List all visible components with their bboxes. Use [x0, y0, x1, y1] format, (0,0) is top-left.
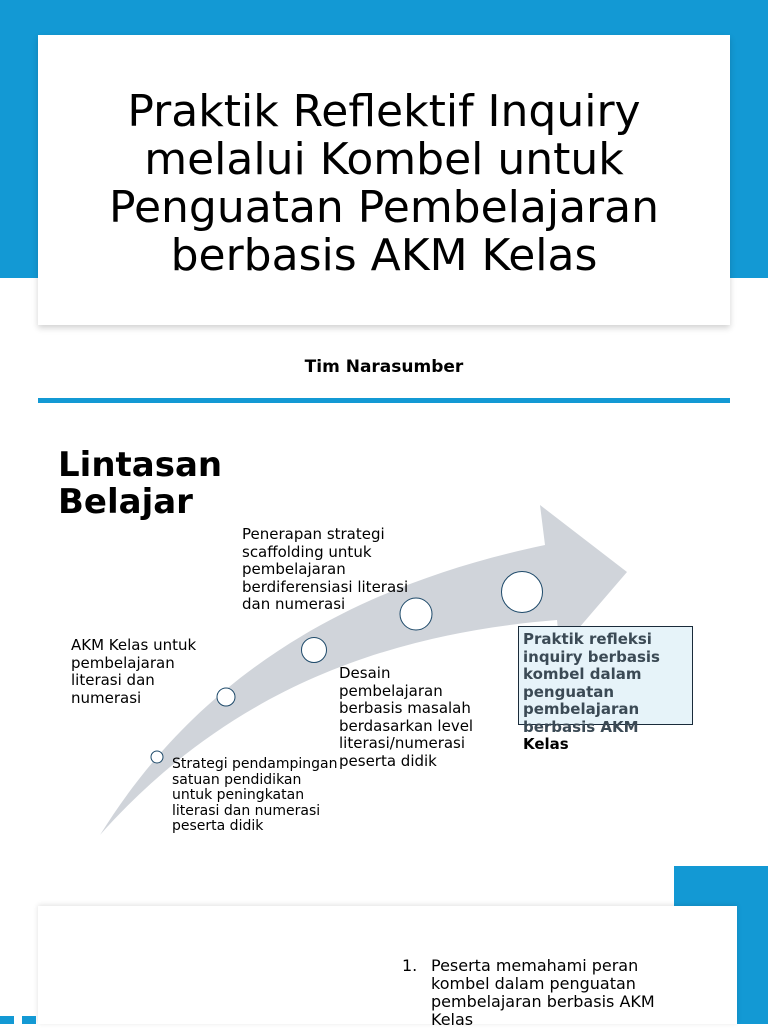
- slide-title: Praktik Reflektif Inquiry melalui Kombel untuk Penguatan Pembelajaran berbasis AKM Kelas: [109, 86, 659, 281]
- step-label-3: Desain pembelajaran berbasis masalah berdasarkan level literasi/numerasi peserta didik: [339, 664, 474, 770]
- step-label-5-main: Praktik refleksi inquiry berbasis kombel dalam penguatan pembelajaran berbasis AKM: [523, 630, 660, 736]
- list-item: Peserta memahami peran kombel dalam penguatan pembelajaran berbasis AKM Kelas: [431, 956, 655, 1029]
- accent-square: [22, 1016, 36, 1024]
- step-label-2: Strategi pendampingan satuan pendidikan untuk peningkatan literasi dan numerasi peserta didik: [172, 756, 338, 834]
- step-label-4: Penerapan strategi scaffolding untuk pembelajaran berdiferensiasi literasi dan numerasi: [242, 525, 409, 613]
- step-label-5: [523, 631, 693, 754]
- step-node-3: [302, 638, 327, 663]
- step-node-1: [151, 751, 163, 763]
- section-heading: Lintasan Belajar: [58, 445, 223, 522]
- step-label-1: AKM Kelas untuk pembelajaran literasi dan numerasi: [71, 636, 197, 707]
- step-node-5: [502, 572, 543, 613]
- slide-subtitle: Tim Narasumber: [304, 357, 464, 377]
- step-label-5-last: Kelas: [523, 735, 569, 753]
- list-number: 1.: [402, 956, 418, 975]
- side-accent: [737, 866, 768, 1024]
- accent-square: [0, 1016, 14, 1024]
